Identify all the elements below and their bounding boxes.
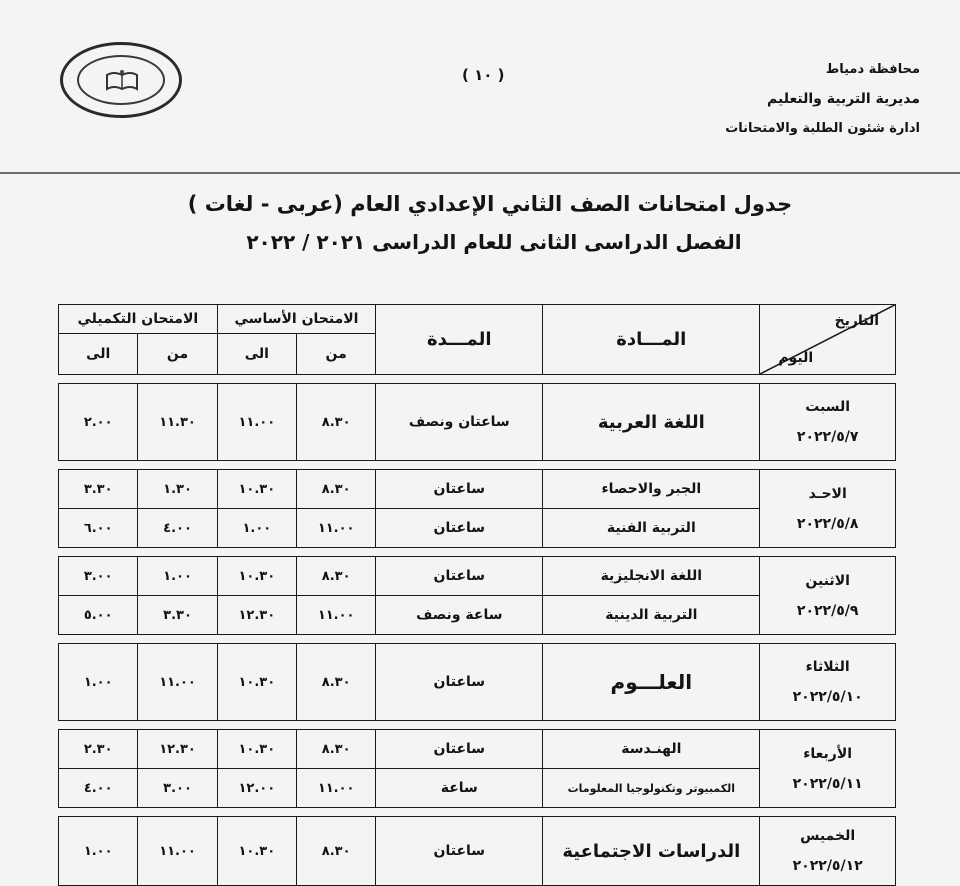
governorate-name: محافظة دمياط xyxy=(825,62,920,77)
basic-to-cell: ١٠.٣٠ xyxy=(217,470,296,509)
duration-cell: ساعتان xyxy=(376,470,543,509)
gap-cell xyxy=(59,375,896,384)
header-day: اليوم xyxy=(778,350,814,366)
schedule-title: جدول امتحانات الصف الثاني الإعدادي العام (عربى - لغات ) xyxy=(187,192,793,216)
basic-from-cell: ١١.٠٠ xyxy=(297,596,376,635)
header-subject: المـــادة xyxy=(543,305,760,375)
header-date: التاريخ xyxy=(834,313,879,329)
gap-cell xyxy=(59,808,896,817)
page-number: ( ١٠ ) xyxy=(462,66,505,84)
sup-to-cell: ٤.٠٠ xyxy=(59,769,138,808)
header-divider xyxy=(0,172,960,174)
day-name: الخميس xyxy=(800,828,856,844)
duration-cell: ساعة ونصف xyxy=(376,596,543,635)
exam-date: ٢٠٢٢/٥/٩ xyxy=(796,602,859,619)
sup-to-cell: ٦.٠٠ xyxy=(59,509,138,548)
subject-cell: التربية الدينية xyxy=(543,596,760,635)
duration-cell: ساعة xyxy=(376,769,543,808)
schedule-row xyxy=(59,470,896,509)
exam-schedule-table xyxy=(58,304,896,886)
schedule-row xyxy=(59,384,896,461)
titles xyxy=(0,192,960,254)
day-name: الاثنين xyxy=(805,572,850,589)
basic-to-cell: ١٠.٣٠ xyxy=(217,644,296,721)
day-date-cell xyxy=(760,730,896,808)
subject-cell: الدراسات الاجتماعية xyxy=(543,817,760,886)
day-name: الأربعاء xyxy=(803,745,853,762)
basic-from-cell: ٨.٣٠ xyxy=(297,730,376,769)
subject-cell: اللغة الانجليزية xyxy=(543,557,760,596)
schedule-row xyxy=(59,644,896,721)
header-sup-to: الى xyxy=(59,334,138,375)
row-gap xyxy=(59,721,896,730)
day-date-cell xyxy=(760,817,896,886)
basic-from-cell: ١١.٠٠ xyxy=(297,509,376,548)
sup-from-cell: ١.٣٠ xyxy=(138,470,217,509)
exam-date: ٢٠٢٢/٥/٨ xyxy=(796,515,859,532)
gap-cell xyxy=(59,635,896,644)
header-basic-to: الى xyxy=(217,334,296,375)
day-date-cell xyxy=(760,557,896,635)
header-sup-from: من xyxy=(138,334,217,375)
sup-to-cell: ١.٠٠ xyxy=(59,817,138,886)
header-duration: المـــدة xyxy=(376,305,543,375)
sup-to-cell: ٣.٣٠ xyxy=(59,470,138,509)
basic-from-cell: ٨.٣٠ xyxy=(297,557,376,596)
basic-to-cell: ١٠.٣٠ xyxy=(217,557,296,596)
header-date-day xyxy=(760,305,896,375)
sup-from-cell: ١٢.٣٠ xyxy=(138,730,217,769)
header-row-1 xyxy=(59,305,896,334)
duration-cell: ساعتان xyxy=(376,730,543,769)
schedule-subtitle: الفصل الدراسى الثانى للعام الدراسى ٢٠٢١ / ٢٠٢٢ xyxy=(246,230,742,254)
basic-to-cell: ١١.٠٠ xyxy=(217,384,296,461)
day-date-cell xyxy=(760,384,896,461)
sup-from-cell: ١.٠٠ xyxy=(138,557,217,596)
header-basic-from: من xyxy=(297,334,376,375)
exam-date: ٢٠٢٢/٥/١٢ xyxy=(792,858,863,874)
sup-to-cell: ١.٠٠ xyxy=(59,644,138,721)
day-date-cell xyxy=(760,470,896,548)
basic-from-cell: ١١.٠٠ xyxy=(297,769,376,808)
duration-cell: ساعتان xyxy=(376,557,543,596)
schedule-row xyxy=(59,557,896,596)
sup-from-cell: ١١.٣٠ xyxy=(138,384,217,461)
row-gap xyxy=(59,635,896,644)
basic-to-cell: ١٠.٣٠ xyxy=(217,730,296,769)
sup-to-cell: ٣.٠٠ xyxy=(59,557,138,596)
sup-to-cell: ٢.٣٠ xyxy=(59,730,138,769)
gap-cell xyxy=(59,461,896,470)
row-gap xyxy=(59,808,896,817)
day-name: الثلاثاء xyxy=(805,659,850,675)
row-gap xyxy=(59,461,896,470)
ministry-seal-logo xyxy=(60,42,182,118)
sup-from-cell: ١١.٠٠ xyxy=(138,817,217,886)
header-supplementary-exam: الامتحان التكميلي xyxy=(59,305,218,334)
sup-to-cell: ٢.٠٠ xyxy=(59,384,138,461)
duration-cell: ساعتان ونصف xyxy=(376,384,543,461)
sup-from-cell: ٣.٠٠ xyxy=(138,769,217,808)
day-date-cell xyxy=(760,644,896,721)
subject-cell: الجبر والاحصاء xyxy=(543,470,760,509)
basic-to-cell: ١٢.٣٠ xyxy=(217,596,296,635)
subject-cell: العلـــوم xyxy=(543,644,760,721)
seal-inner-ring xyxy=(77,55,165,105)
header-basic-exam: الامتحان الأساسي xyxy=(217,305,376,334)
day-name: الاحـد xyxy=(808,485,847,502)
schedule-row xyxy=(59,817,896,886)
duration-cell: ساعتان xyxy=(376,817,543,886)
sup-from-cell: ١١.٠٠ xyxy=(138,644,217,721)
open-book-icon xyxy=(105,69,139,91)
exam-date: ٢٠٢٢/٥/١١ xyxy=(792,775,863,792)
subject-cell: التربية الفنية xyxy=(543,509,760,548)
day-name: السبت xyxy=(805,399,851,415)
basic-to-cell: ١٢.٠٠ xyxy=(217,769,296,808)
letterhead xyxy=(620,62,920,150)
gap-cell xyxy=(59,548,896,557)
basic-from-cell: ٨.٣٠ xyxy=(297,644,376,721)
basic-from-cell: ٨.٣٠ xyxy=(297,470,376,509)
exam-date: ٢٠٢٢/٥/١٠ xyxy=(792,689,863,705)
subject-cell: اللغة العربية xyxy=(543,384,760,461)
gap-cell xyxy=(59,721,896,730)
basic-to-cell: ١.٠٠ xyxy=(217,509,296,548)
duration-cell: ساعتان xyxy=(376,644,543,721)
directorate-name: مديرية التربية والتعليم xyxy=(767,91,920,107)
schedule-row xyxy=(59,730,896,769)
subject-cell: الكمبيوتر وتكنولوجيا المعلومات xyxy=(543,769,760,808)
basic-from-cell: ٨.٣٠ xyxy=(297,817,376,886)
row-gap xyxy=(59,548,896,557)
sup-from-cell: ٣.٣٠ xyxy=(138,596,217,635)
sup-to-cell: ٥.٠٠ xyxy=(59,596,138,635)
row-gap xyxy=(59,375,896,384)
duration-cell: ساعتان xyxy=(376,509,543,548)
department-name: ادارة شئون الطلبة والامتحانات xyxy=(725,121,920,136)
exam-date: ٢٠٢٢/٥/٧ xyxy=(796,429,859,445)
basic-from-cell: ٨.٣٠ xyxy=(297,384,376,461)
basic-to-cell: ١٠.٣٠ xyxy=(217,817,296,886)
sup-from-cell: ٤.٠٠ xyxy=(138,509,217,548)
subject-cell: الهنـدسة xyxy=(543,730,760,769)
